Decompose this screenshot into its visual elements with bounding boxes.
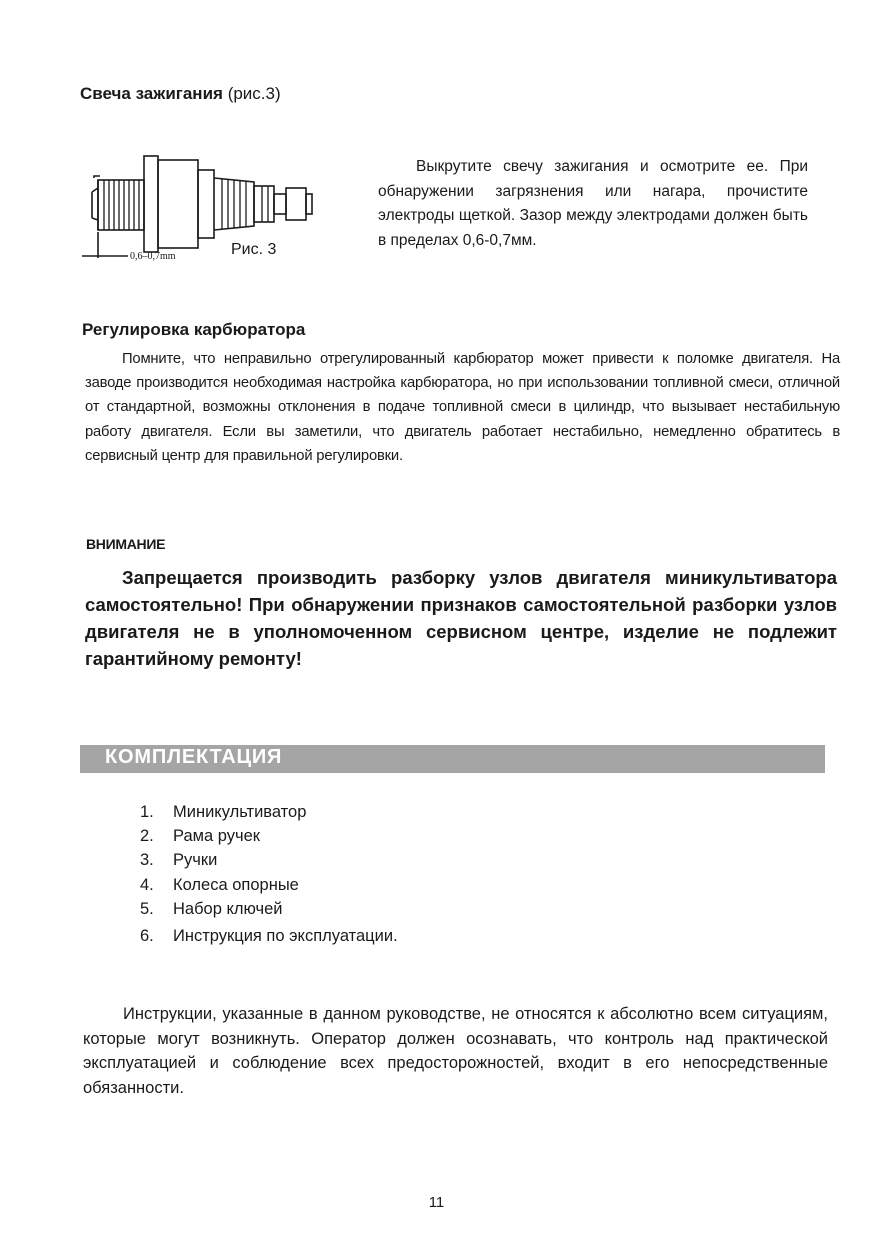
- carburetor-title: Регулировка карбюратора: [82, 320, 306, 339]
- kit-header-bar: [80, 745, 825, 773]
- list-label: Набор ключей: [173, 899, 283, 918]
- warning-heading: ВНИМАНИЕ: [86, 536, 166, 552]
- list-label: Инструкция по эксплуатации.: [173, 926, 398, 945]
- list-item: [140, 897, 398, 921]
- list-label: Ручки: [173, 851, 218, 870]
- list-number: 1.: [140, 803, 154, 821]
- list-item: [140, 800, 398, 824]
- list-item: [140, 848, 398, 872]
- list-number: 5.: [140, 899, 154, 918]
- spark-plug-title: [80, 84, 281, 104]
- spark-plug-text: Выкрутите свечу зажигания и осмотрите ее. При обнаружении загрязнения или нагара, прочистите электроды щеткой. Зазор между электродами должен быть в пределах 0,6-0,7мм.: [378, 158, 808, 249]
- closing-text: Инструкции, указанные в данном руководстве, не относятся к абсолютно всем ситуациям, которые могут возникнуть. Оператор должен осознавать, что контроль над практической эксплуатацией и соблюдение всех предосторожностей, входит в его непосредственные обязанности.: [83, 1005, 828, 1097]
- page-number: 11: [428, 1194, 445, 1211]
- spark-plug-title-suffix: (рис.3): [227, 84, 281, 103]
- figure-caption: Рис. 3: [231, 241, 277, 258]
- list-item: [140, 873, 398, 897]
- spark-plug-title-bold: Свеча зажигания: [80, 84, 223, 103]
- list-number: 6.: [140, 926, 154, 945]
- list-label: Миникультиватор: [173, 803, 307, 821]
- warning-text: Запрещается производить разборку узлов двигателя миникультиватора самостоятельно! При обнаружении признаков самостоятельной разборки узлов двигателя не в уполномоченном сервисном центре, изделие не подлежит гарантийному ремонту!: [85, 567, 837, 669]
- list-number: 4.: [140, 875, 154, 894]
- list-label: Колеса опорные: [173, 875, 299, 894]
- carburetor-text: Помните, что неправильно отрегулированный карбюратор может привести к поломке двигателя. На заводе производится необходимая настройка карбюратора, но при использовании топливной смеси, отличной от стандартной, возможны отклонения в подаче топливной смеси в цилиндр, что вызывает нестабильную работу двигателя. Если вы заметили, что двигатель работает нестабильно, немедленно обратитесь в сервисный центр для правильной регулировки.: [85, 351, 840, 464]
- list-item: [140, 924, 398, 948]
- gap-dimension-label: 0,6–0,7mm: [130, 251, 176, 262]
- spark-plug-figure: [78, 148, 328, 268]
- kit-title: КОМПЛЕКТАЦИЯ: [105, 746, 283, 768]
- list-number: 3.: [140, 851, 154, 870]
- list-number: 2.: [140, 827, 154, 846]
- list-item: [140, 824, 398, 848]
- list-label: Рама ручек: [173, 827, 260, 846]
- kit-list: [140, 800, 398, 948]
